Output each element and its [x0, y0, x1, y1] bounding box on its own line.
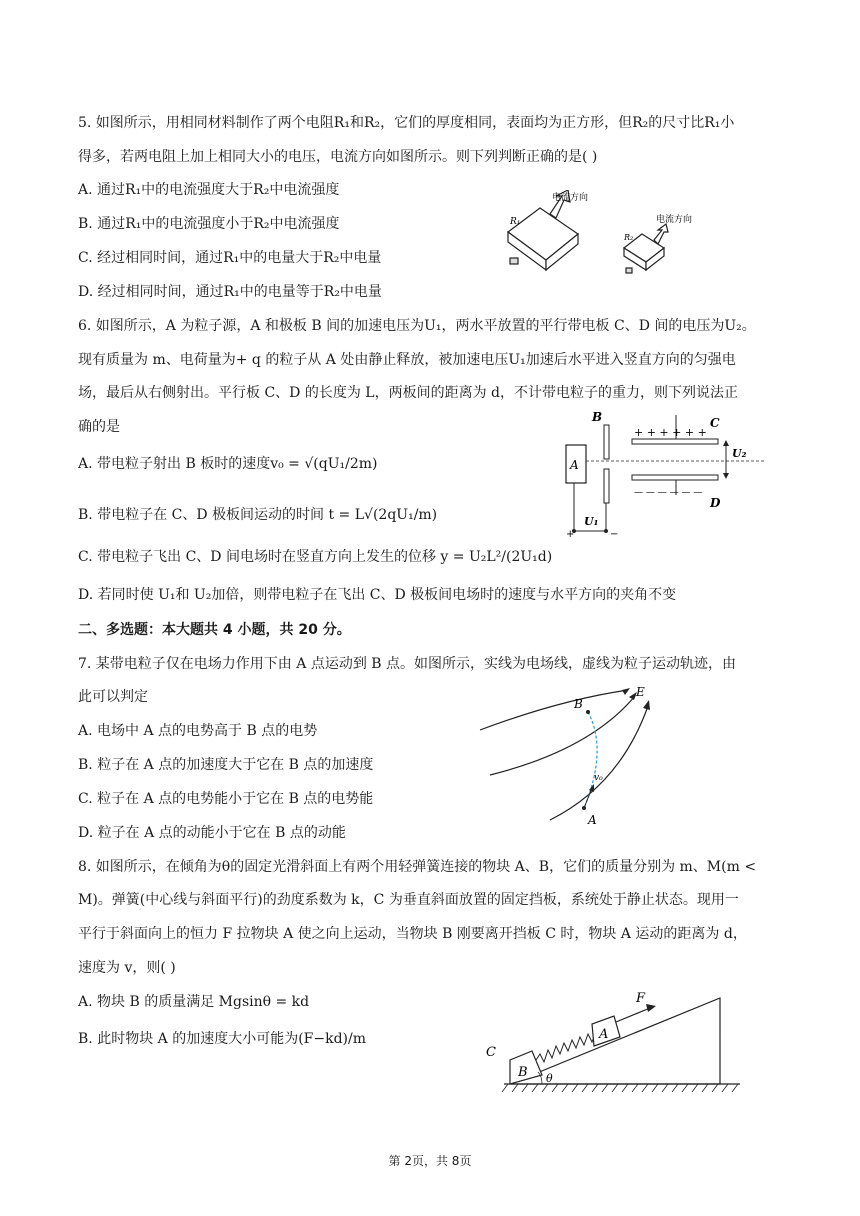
- q8-option-b: B. 此时物块 A 的加速度大小可能为(F−kd)/m: [78, 1031, 367, 1047]
- block-a-label: A: [599, 1027, 609, 1042]
- q6-option-d: D. 若同时使 U₁和 U₂加倍，则带电粒子在飞出 C、D 极板间电场时的速度与水平方向的夹角不变: [78, 587, 677, 603]
- page-footer: 第 2页，共 8页: [388, 1154, 472, 1168]
- incline: [510, 998, 720, 1084]
- q6-stem-line2: 现有质量为 m、电荷量为+ q 的粒子从 A 处由静止释放，被加速电压U₁加速后水平进入竖直方向的匀强电: [78, 352, 736, 368]
- plate-d-charges: — — — — — —: [634, 488, 703, 498]
- q6-option-b: B. 带电粒子在 C、D 极板间运动的时间 t = L√(2qU₁/m): [78, 507, 438, 523]
- point-a-label: A: [588, 813, 597, 827]
- plate-d-label: D: [710, 496, 721, 510]
- q6-stem-line3: 场，最后从右侧射出。平行板 C、D 的长度为 L，两板间的距离为 d，不计带电粒子的重力，则下列说法正: [78, 385, 738, 401]
- source-a-label: A: [570, 458, 579, 472]
- r1-current-direction-label: 电流方向: [552, 193, 589, 203]
- q7-stem-line2: 此可以判定: [78, 689, 148, 705]
- q8-figure: [480, 990, 750, 1100]
- q7-option-b: B. 粒子在 A 点的加速度大于它在 B 点的加速度: [78, 757, 374, 773]
- q8-stem-line3: 平行于斜面向上的恒力 F 拉物块 A 使之向上运动，当物块 B 刚要离开挡板 C 时，物块 A 运动的距离为 d，: [78, 926, 747, 942]
- plate-b-label: B: [592, 410, 603, 424]
- field-line-3: [550, 706, 648, 820]
- force-f-arrow: [616, 1008, 650, 1022]
- q8-option-a: A. 物块 B 的质量满足 Mgsinθ = kd: [78, 994, 310, 1010]
- ground-hatching: [502, 1084, 738, 1092]
- u1-minus-terminal: −: [610, 529, 619, 540]
- q5-figure: [500, 190, 710, 285]
- r2-current-direction-label: 电流方向: [656, 215, 693, 225]
- plate-c-charges: + + + + + +: [634, 426, 707, 439]
- q6-option-c: C. 带电粒子飞出 C、D 间电场时在竖直方向上发生的位移 y = U₂L²/(2U₁d): [78, 549, 553, 565]
- u1-label: U₁: [584, 515, 599, 528]
- q5-stem-line2: 得多，若两电阻上加上相同大小的电压，电流方向如图所示。则下列判断正确的是( ): [78, 149, 598, 165]
- u2-label: U₂: [732, 447, 747, 460]
- plate-b-lower: [604, 469, 609, 503]
- q6-option-a: A. 带电粒子射出 B 板时的速度v₀ = √(qU₁/2m): [78, 456, 378, 472]
- point-b-label: B: [574, 697, 583, 711]
- q7-figure: [470, 680, 670, 830]
- force-f-label: F: [636, 991, 646, 1006]
- velocity-v0-label: v₀: [594, 773, 603, 783]
- r2-label: R₂: [624, 233, 634, 242]
- block-b-label: B: [518, 1065, 528, 1080]
- plate-c: [632, 439, 718, 444]
- q5-stem-line1: 5. 如图所示，用相同材料制作了两个电阻R₁和R₂，它们的厚度相同，表面均为正方形，但R₂的尺寸比R₁小: [78, 115, 735, 131]
- q7-option-c: C. 粒子在 A 点的电势能小于它在 B 点的电势能: [78, 791, 374, 807]
- u1-plus-terminal: +: [566, 529, 575, 540]
- q6-stem-line4: 确的是: [78, 419, 120, 435]
- field-e-label: E: [636, 685, 645, 699]
- q8-stem-line2: M)。弹簧(中心线与斜面平行)的劲度系数为 k，C 为垂直斜面放置的固定挡板，系统处于静止状态。现用一: [78, 892, 739, 908]
- r1-label: R₁: [510, 217, 521, 227]
- plate-b-upper: [604, 425, 609, 459]
- q5-option-d: D. 经过相同时间，通过R₁中的电量等于R₂中电量: [78, 284, 382, 300]
- barrier-c-label: C: [486, 1045, 496, 1060]
- q5-option-c: C. 经过相同时间，通过R₁中的电量大于R₂中电量: [78, 250, 382, 266]
- section-2-heading: 二、多选题：本大题共 4 小题，共 20 分。: [78, 622, 351, 638]
- q5-option-a: A. 通过R₁中的电流强度大于R₂中电流强度: [78, 182, 340, 198]
- q7-option-a: A. 电场中 A 点的电势高于 B 点的电势: [78, 723, 318, 739]
- q7-stem-line1: 7. 某带电粒子仅在电场力作用下由 A 点运动到 B 点。如图所示，实线为电场线，虚线为粒子运动轨迹，由: [78, 656, 737, 672]
- plate-c-label: C: [710, 416, 720, 430]
- q6-stem-line1: 6. 如图所示，A 为粒子源，A 和极板 B 间的加速电压为U₁，两水平放置的平行带电板 C、D 间的电压为U₂。: [78, 318, 756, 334]
- q8-stem-line1: 8. 如图所示，在倾角为θ的固定光滑斜面上有两个用轻弹簧连接的物块 A、B，它们的质量分别为 m、M(m <: [78, 859, 757, 875]
- r2-block: [624, 224, 668, 273]
- q7-option-d: D. 粒子在 A 点的动能小于它在 B 点的动能: [78, 825, 346, 841]
- field-line-2: [490, 696, 635, 775]
- q5-option-b: B. 通过R₁中的电流强度小于R₂中电流强度: [78, 216, 340, 232]
- angle-theta-label: θ: [546, 1072, 553, 1085]
- spring: [536, 1034, 594, 1062]
- q8-stem-line4: 速度为 v，则( ): [78, 960, 176, 976]
- plate-d: [632, 475, 718, 480]
- q6-figure: [560, 405, 770, 540]
